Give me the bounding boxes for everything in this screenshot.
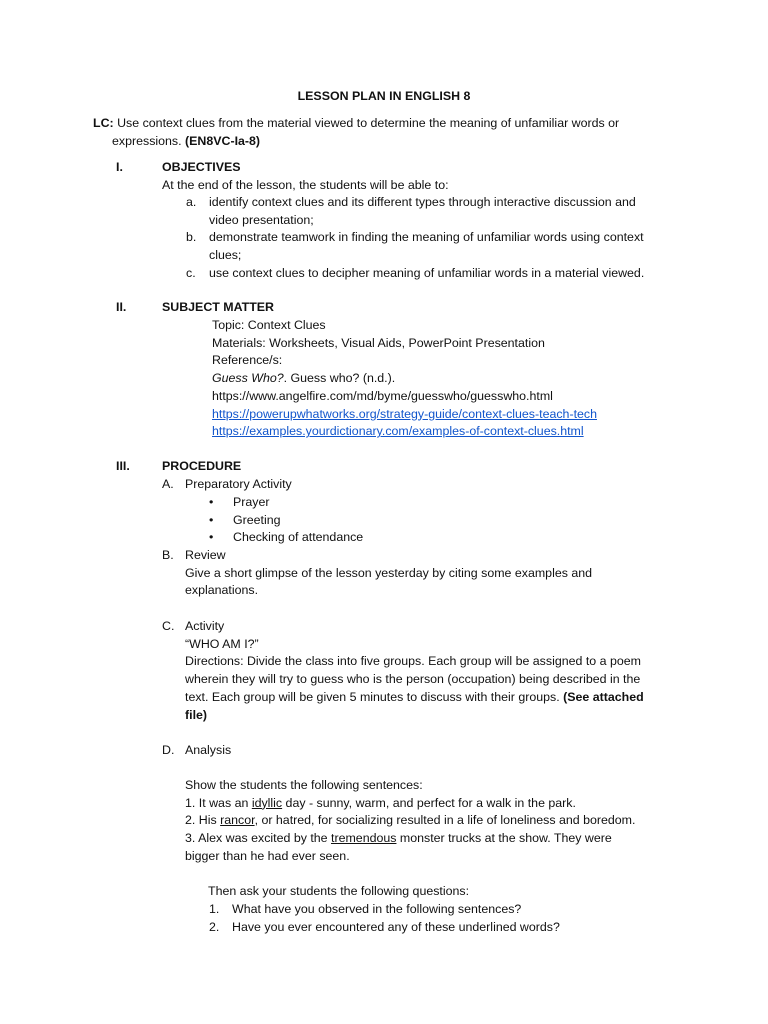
objective-text-line1: use context clues to decipher meaning of unfamiliar words in a material viewed. <box>209 265 645 280</box>
procedure-a-marker: A. <box>162 477 174 491</box>
activity-title: “WHO AM I?” <box>185 636 259 651</box>
procedure-d <box>162 742 722 760</box>
question-marker: 1. <box>209 902 220 916</box>
subject-body <box>212 317 692 441</box>
objective-text-line2: video presentation; <box>209 212 314 227</box>
bullet-icon: • <box>209 512 214 527</box>
reference-citation <box>212 370 692 388</box>
subject-heading: SUBJECT MATTER <box>162 300 274 314</box>
objective-text-line1: identify context clues and its different types through interactive discussion and <box>209 195 636 209</box>
underlined-word-tremendous: tremendous <box>331 831 397 846</box>
procedure-b <box>162 547 702 600</box>
question-text: What have you observed in the following sentences? <box>232 902 522 916</box>
analysis-questions <box>209 901 709 936</box>
procedure-a-label: Preparatory Activity <box>185 477 292 491</box>
procedure-heading: PROCEDURE <box>162 459 242 473</box>
bullet-text: Checking of attendance <box>233 530 364 545</box>
question-text: Have you ever encountered any of these underlined words? <box>232 919 560 934</box>
see-attached-2: file) <box>185 707 208 722</box>
subject-materials: Materials: Worksheets, Visual Aids, PowerPoint Presentation <box>212 335 545 350</box>
objectives-number: I. <box>116 160 123 174</box>
procedure-c <box>162 618 702 724</box>
procedure-b-label: Review <box>185 548 226 562</box>
sentence-3-line2: bigger than he had ever seen. <box>185 848 350 863</box>
list-item <box>208 494 608 512</box>
objective-item <box>186 229 686 264</box>
objectives-heading: OBJECTIVES <box>162 160 241 174</box>
objectives-list <box>186 194 686 283</box>
learning-competency <box>93 115 683 150</box>
activity-directions-2: wherein they will try to guess who is the person (occupation) being described in the <box>185 672 641 687</box>
objective-marker: c. <box>186 265 196 280</box>
reference-url: https://www.angelfire.com/md/byme/guesswho/guesswho.html <box>212 388 553 403</box>
list-item <box>208 512 608 530</box>
question-marker: 2. <box>209 919 220 934</box>
objectives-intro: At the end of the lesson, the students will be able to: <box>162 178 449 192</box>
lc-line-1 <box>93 115 683 133</box>
procedure-d-label: Analysis <box>185 743 232 757</box>
sentence-1 <box>185 795 725 813</box>
lc-label: LC: <box>93 116 114 130</box>
bullet-text: Greeting <box>233 512 281 527</box>
subject-reference-label: Reference/s: <box>212 353 283 368</box>
reference-rest: . Guess who? (n.d.). <box>283 371 396 386</box>
activity-directions-1: Directions: Divide the class into five groups. Each group will be assigned to a poem <box>185 654 641 669</box>
sentence-3-pre: 3. Alex was excited by the <box>185 831 332 846</box>
procedure-c-label: Activity <box>185 619 225 633</box>
reference-title: Guess Who? <box>212 371 284 386</box>
objective-marker: b. <box>186 230 197 245</box>
objective-marker: a. <box>186 195 197 209</box>
activity-directions-3: text. Each group will be given 5 minutes to discuss with their groups. <box>185 689 560 704</box>
sentence-2-pre: 2. His <box>185 813 221 828</box>
objective-item <box>186 265 686 283</box>
objective-text-line2: clues; <box>209 248 242 263</box>
bullet-text: Prayer <box>233 495 270 509</box>
preparatory-bullets <box>208 494 608 547</box>
analysis-sentences <box>185 777 725 866</box>
reference-link-yourdictionary[interactable]: https://examples.yourdictionary.com/examples-of-context-clues.html <box>212 424 584 439</box>
bullet-icon: • <box>209 495 214 509</box>
procedure-c-marker: C. <box>162 619 175 633</box>
see-attached-1: (See attached <box>563 689 644 704</box>
list-item <box>209 901 709 919</box>
list-item <box>208 529 608 547</box>
subject-number: II. <box>116 300 127 314</box>
sentence-2 <box>185 812 725 830</box>
procedure-a <box>162 476 702 494</box>
lc-text-2: expressions. <box>112 133 182 148</box>
document-title: LESSON PLAN IN ENGLISH 8 <box>297 89 471 103</box>
reference-link-powerup[interactable]: https://powerupwhatworks.org/strategy-guide/context-clues-teach-tech <box>212 406 597 421</box>
procedure-d-marker: D. <box>162 743 175 757</box>
analysis-intro: Show the students the following sentences: <box>185 778 423 792</box>
lc-text-1: Use context clues from the material viewed to determine the meaning of unfamiliar words or <box>117 116 620 130</box>
lc-line-2 <box>93 133 683 151</box>
sentence-2-post: , or hatred, for socializing resulted in a life of loneliness and boredom. <box>254 813 636 828</box>
objective-item <box>186 194 686 229</box>
bullet-icon: • <box>209 530 214 545</box>
underlined-word-idyllic: idyllic <box>251 795 283 810</box>
sentence-1-pre: 1. It was an <box>185 795 252 810</box>
objective-text-line1: demonstrate teamwork in finding the meaning of unfamiliar words using context <box>209 230 644 245</box>
procedure-b-line1: Give a short glimpse of the lesson yesterday by citing some examples and <box>185 565 593 580</box>
procedure-b-marker: B. <box>162 548 174 562</box>
lc-code: (EN8VC-Ia-8) <box>185 133 261 148</box>
procedure-b-line2: explanations. <box>185 583 259 598</box>
underlined-word-rancor: rancor <box>220 813 255 828</box>
sentence-3-post: monster trucks at the show. They were <box>396 831 612 846</box>
procedure-number: III. <box>116 459 130 473</box>
analysis-questions-intro: Then ask your students the following questions: <box>208 884 470 898</box>
subject-topic: Topic: Context Clues <box>212 318 326 332</box>
sentence-1-post: day - sunny, warm, and perfect for a walk in the park. <box>282 795 576 810</box>
list-item <box>209 919 709 937</box>
sentence-3 <box>185 830 725 848</box>
